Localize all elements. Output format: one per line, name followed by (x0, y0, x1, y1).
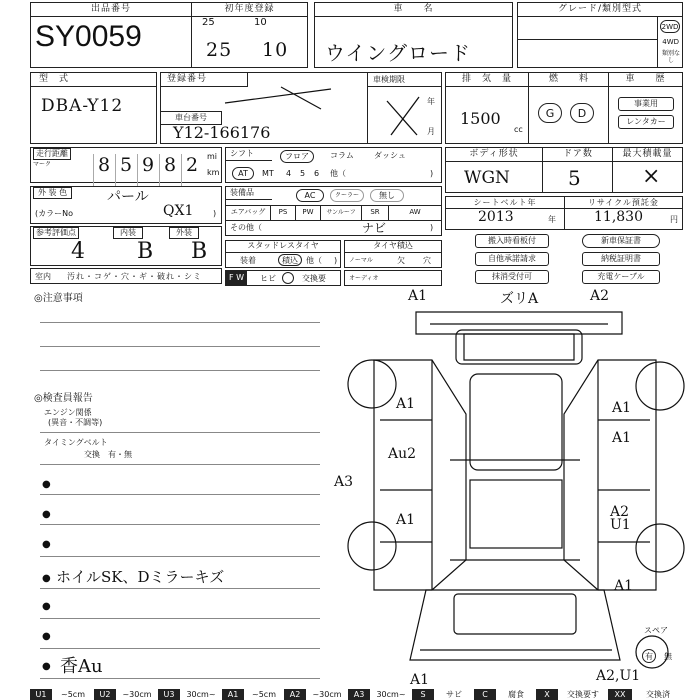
model-label: 型 式 (31, 73, 156, 87)
inspection-label: 車検期限 (373, 75, 405, 84)
inspection-month-unit: 月 (427, 127, 435, 136)
doors-value: 5 (568, 166, 581, 190)
drive-4wd: 4WD (662, 38, 679, 46)
handwritten-note-2: 香Au (60, 656, 103, 677)
equip-sunroof: サンルーフ (321, 206, 362, 220)
mileage-unit: km (207, 168, 220, 177)
inspection-cross (381, 93, 425, 139)
displacement-label: 排 気 量 (461, 74, 512, 84)
model-value: DBA-Y12 (41, 96, 124, 116)
interior-label: 内装 (113, 227, 143, 239)
trans-mt: MT (262, 169, 274, 178)
trans-at: AT (232, 167, 254, 180)
legend-code: S (412, 689, 434, 700)
legend-code: U1 (30, 689, 52, 700)
equipment-box (225, 186, 442, 236)
history-label: 車 歴 (608, 73, 682, 86)
bullet: ● (42, 539, 51, 550)
body-label: ボディ形状 (469, 149, 519, 159)
displacement-value: 1500 (460, 109, 501, 128)
equip-other-close: ) (430, 223, 434, 232)
recycle-value: 11,830 (594, 209, 643, 225)
windshield (470, 374, 562, 470)
interior-text-label: 室内 (35, 272, 51, 281)
studless-installed: 装着 (240, 256, 256, 265)
fw-text: ヒビ (260, 274, 276, 283)
legend-code: X (536, 689, 558, 700)
equip-pw: PW (296, 206, 321, 220)
fw-label: F W (226, 271, 247, 285)
model-box (30, 72, 157, 144)
chassis-no: Y12-166176 (173, 123, 271, 142)
equip-cooler: クーラー (330, 189, 364, 202)
seatbelt-box (445, 196, 683, 230)
engine-header (446, 73, 682, 87)
shift-column: コラム (330, 151, 354, 160)
doc-tax: 納税証明書 (582, 252, 660, 266)
chassis-label: 車台番号 (161, 111, 222, 125)
equipment-label: 装備品 (230, 188, 254, 197)
capacity-label: 最大積載量 (612, 148, 682, 161)
mark-top-right: A2 (590, 288, 610, 304)
car-name-label: 車 名 (315, 3, 512, 17)
seatbelt-label: シートベルト年 (473, 198, 537, 207)
shift-dash: ダッシュ (374, 151, 406, 160)
equip-row2 (226, 205, 441, 221)
reg-no-label: 登録番号 (161, 73, 248, 87)
legend-code: C (474, 689, 496, 700)
shift-label: シフト (230, 149, 254, 158)
cc-unit: cc (514, 125, 523, 134)
spare-label: スペア (644, 626, 668, 635)
equip-ps: PS (271, 206, 296, 220)
mileage-mi-unit: mi (207, 152, 218, 161)
seatbelt-unit: 年 (548, 215, 556, 224)
equip-none: 無し (370, 189, 404, 202)
legend-code: XX (608, 689, 632, 700)
legend-code: A1 (222, 689, 244, 700)
first-reg-label: 初年度登録 (192, 3, 307, 17)
studless-other: 他（ (306, 256, 322, 265)
mileage-digit: 8 (93, 154, 115, 188)
mark-right-mid: A2 U1 (610, 504, 631, 533)
hood (456, 330, 582, 364)
first-reg-printed-year: 25 (202, 17, 215, 28)
legend-desc: 交換済 (646, 690, 670, 699)
rating-box (30, 226, 222, 266)
studless-close: ) (334, 256, 338, 265)
trans-5: 5 (300, 169, 306, 178)
legend-code: U3 (158, 689, 180, 700)
handwritten-note-1: ホイルSK、Dミラーキズ (56, 568, 225, 586)
tire-missing: 欠 (397, 256, 405, 265)
spare-yes: 有 (642, 649, 656, 663)
interior-condition-box (30, 268, 222, 284)
first-reg-year: 25 (206, 39, 233, 61)
engine-label: エンジン関係 (44, 408, 92, 417)
rating-label: 参考評価点 (33, 227, 79, 239)
bullet: ● (42, 601, 51, 612)
engine-box (445, 72, 683, 144)
drive-other: 類別なし (662, 50, 681, 64)
color-label: 外 装 色 (33, 187, 72, 199)
trans-other: 他（ (330, 169, 346, 178)
mark-top-left: A1 (408, 288, 428, 304)
front-bumper (416, 312, 622, 334)
mileage-meter-label: マーク (33, 161, 52, 168)
trans-close: ) (430, 169, 434, 178)
color-code-label: (カラーNo (35, 209, 73, 218)
timing-label: タイミングベルト (44, 438, 108, 447)
stock-number-box (30, 2, 192, 68)
equip-other-value: ナビ (362, 221, 387, 235)
legend-desc: 腐食 (508, 690, 524, 699)
mark-right-front-2: A1 (612, 430, 632, 446)
fw-box (225, 270, 341, 286)
mark-top-mid: ズリA (500, 291, 539, 307)
doc-warranty: 新車保証書 (582, 234, 660, 248)
exterior-rating: B (191, 239, 209, 264)
wheel-rear-right (636, 524, 684, 572)
legend-desc: ~30cm (122, 690, 152, 699)
mark-left-rear: A1 (396, 512, 416, 528)
grade-label: グレード/類別型式 (518, 3, 682, 17)
bullet: ● (42, 631, 51, 642)
stock-number: SY0059 (35, 20, 142, 53)
engine-sub: (異音・不調等) (48, 418, 103, 427)
mileage-digit: 2 (181, 154, 203, 188)
caution-label: ◎注意事項 (34, 293, 83, 304)
reg-no-strike (221, 85, 341, 111)
legend-code: A3 (348, 689, 370, 700)
overall-rating: 4 (71, 239, 86, 264)
first-reg-month: 10 (262, 39, 289, 61)
mark-bottom-left: A1 (410, 672, 430, 688)
history-rental: レンタカー (618, 115, 674, 129)
trans-4: 4 (286, 169, 292, 178)
tire-normal: ノーマル (349, 257, 373, 264)
roof (470, 480, 562, 548)
equip-sr: SR (362, 206, 389, 220)
other-tire-label: オーディオ (349, 275, 379, 282)
mileage-label: 走行距離 (33, 148, 71, 160)
interior-marks: 汚れ・コゲ・穴・ギ・破れ・シミ (67, 272, 202, 281)
timing-exchange: 交換 有・無 (84, 450, 132, 459)
wheel-rear-left (348, 522, 396, 570)
interior-rating: B (137, 239, 155, 264)
trans-6: 6 (314, 169, 320, 178)
bullet: ● (42, 509, 51, 520)
wheel-front-right (636, 362, 684, 410)
legend-desc: 30cm~ (376, 690, 406, 699)
grade-box (517, 2, 683, 68)
legend-desc: ~5cm (252, 690, 276, 699)
equip-other-label: その他（ (230, 223, 262, 232)
fw-circled: 交換要 (302, 274, 326, 283)
bullet: ● (42, 661, 51, 672)
fuel-d: D (570, 103, 594, 123)
tire-hole: 穴 (423, 256, 431, 265)
car-name-box (314, 2, 513, 68)
equip-airbag: エアバッグ (226, 206, 271, 220)
mark-left-front: A1 (396, 396, 416, 412)
mileage-box (30, 147, 222, 183)
recycle-label: リサイクル預託金 (564, 197, 682, 208)
legend-code: U2 (94, 689, 116, 700)
mileage-digit: 8 (159, 154, 181, 188)
shift-box (225, 147, 442, 183)
other-tire-box (344, 270, 442, 286)
fuel-label: 燃 料 (528, 73, 609, 86)
mileage-digits (93, 148, 203, 182)
doors-label: ドア数 (542, 148, 613, 161)
first-reg-printed-month: 10 (254, 17, 267, 28)
tire-load-label: タイヤ積込 (345, 241, 441, 253)
body-type: WGN (464, 168, 510, 188)
color-value: パール (107, 189, 149, 205)
mark-right-front-1: A1 (612, 400, 632, 416)
seatbelt-year: 2013 (478, 209, 514, 225)
legend-desc: ~5cm (61, 690, 85, 699)
legend-desc: 30cm~ (186, 690, 216, 699)
equip-ac: AC (296, 189, 324, 202)
mark-right-rear: A1 (614, 578, 634, 594)
body-box (445, 147, 683, 193)
color-code-close: ) (213, 209, 217, 218)
fuel-g: G (538, 103, 562, 123)
mileage-digit: 5 (115, 154, 137, 188)
doc-charge-cable: 充電ケーブル (582, 270, 660, 284)
rear-window (454, 594, 576, 634)
drive-2wd: 2WD (660, 20, 680, 33)
spare-no: 無 (664, 652, 672, 661)
mark-bottom-right: A2,U1 (596, 668, 641, 684)
doc-deregister: 抹消受付可 (475, 270, 549, 284)
registration-box (160, 72, 442, 144)
car-name: ウイングロード (325, 41, 471, 65)
legend-desc: サビ (446, 690, 462, 699)
fw-circle (282, 272, 294, 284)
recycle-unit: 円 (670, 215, 678, 224)
right-side (564, 360, 656, 590)
bullet: ● (42, 479, 51, 490)
body-header (446, 148, 682, 162)
exterior-label: 外装 (169, 227, 199, 239)
left-side (374, 360, 466, 590)
doc-kanban: 搬入時看板付 (475, 234, 549, 248)
bullet: ● (42, 573, 51, 584)
studless-label: スタッドレスタイヤ (226, 241, 340, 253)
legend-desc: ~30cm (312, 690, 342, 699)
capacity-value: × (642, 164, 661, 189)
history-business: 事業用 (618, 97, 674, 111)
studless-loaded: 積込 (278, 254, 302, 266)
inspector-label: ◎検査員報告 (34, 393, 93, 404)
equip-aw: AW (409, 208, 421, 216)
legend-code: A2 (284, 689, 306, 700)
wheel-front-left (348, 360, 396, 408)
doc-consent: 自他承諾請求 (475, 252, 549, 266)
stock-number-label: 出品番号 (31, 3, 191, 17)
shift-floor: フロア (280, 150, 314, 163)
legend-desc: 交換要す (567, 690, 599, 699)
color-box (30, 186, 222, 224)
mark-left-mid: Au2 (388, 446, 417, 462)
inspection-year-unit: 年 (427, 97, 435, 106)
tire-load-box (344, 240, 442, 268)
mileage-digit: 9 (137, 154, 159, 188)
color-code: QX1 (163, 203, 194, 219)
studless-box (225, 240, 341, 268)
first-reg-box (191, 2, 308, 68)
mark-left-side: A3 (334, 474, 354, 490)
